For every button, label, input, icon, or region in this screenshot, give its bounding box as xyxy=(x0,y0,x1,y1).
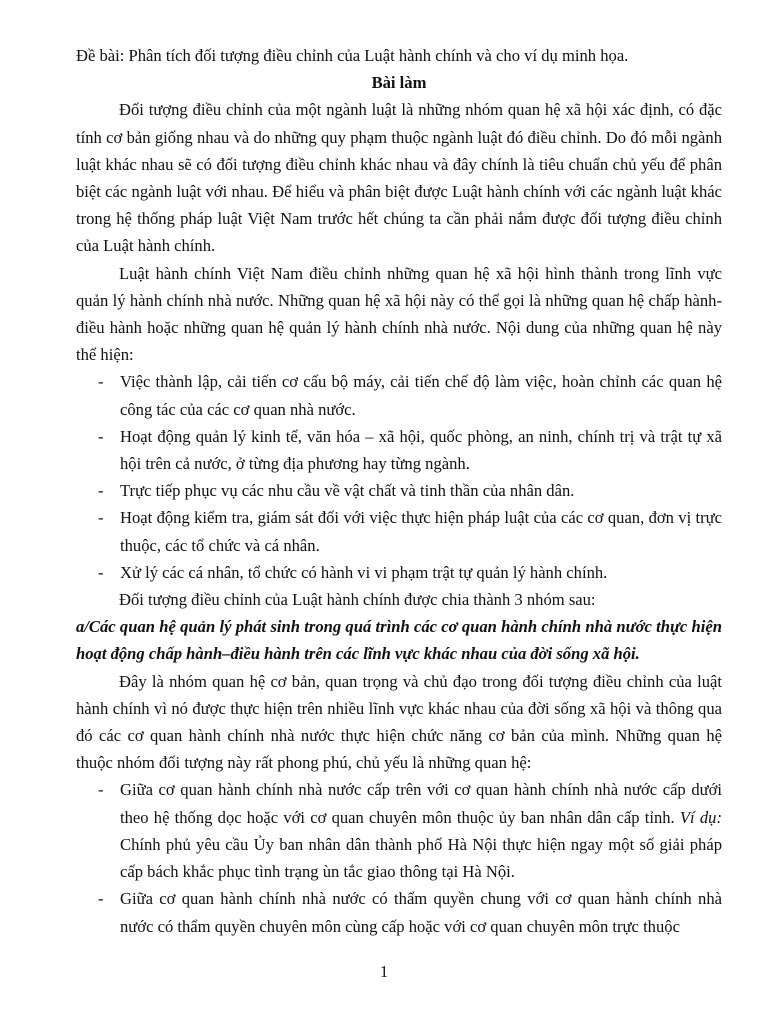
subheading-a: a/Các quan hệ quản lý phát sinh trong quá trình các cơ quan hành chính nhà nước thực hiện hoạt động chấp hành–điều hành trên các lĩnh vực khác nhau của đời sống xã hội. xyxy=(76,617,722,664)
section-heading: Bài làm xyxy=(371,73,427,93)
list-item: - Hoạt động kiểm tra, giám sát đối với việc thực hiện pháp luật của các cơ quan, đơn vị trực thuộc, các tổ chức và cá nhân. xyxy=(76,504,722,558)
assignment-title: Đề bài: Phân tích đối tượng điều chỉnh của Luật hành chính và cho ví dụ minh họa. xyxy=(76,46,629,65)
bullet-dash: - xyxy=(98,562,104,582)
page-number: 1 xyxy=(379,962,389,981)
bullet-dash: - xyxy=(98,889,104,909)
paragraph-groups: Đối tượng điều chỉnh của Luật hành chính được chia thành 3 nhóm sau: xyxy=(119,590,596,610)
list-item: - Giữa cơ quan hành chính nhà nước cấp trên với cơ quan hành chính nhà nước cấp dưới theo hệ thống dọc hoặc với cơ quan chuyên môn thuộc ủy ban nhân dân cấp tỉnh. Ví dụ: Chính phủ yêu cầu Ủy ban nhân dân thành phố Hà Nội thực hiện ngay một số giải pháp cấp bách khắc phục tình trạng ùn tắc giao thông tại Hà Nội. xyxy=(76,776,722,885)
document-body xyxy=(76,42,722,940)
paragraph-group-a: Đây là nhóm quan hệ cơ bản, quan trọng và chủ đạo trong đối tượng điều chỉnh của luật hành chính vì nó được thực hiện trên nhiều lĩnh vực khác nhau của đời sống xã hội và thông qua đó các cơ quan hành chính nhà nước thực hiện chức năng cơ bản của mình. Những quan hệ thuộc nhóm đối tượng này rất phong phú, chủ yếu là những quan hệ: xyxy=(76,671,722,773)
bullet-dash: - xyxy=(98,372,104,392)
example-label: Ví dụ: xyxy=(679,807,722,827)
list-item: - Trực tiếp phục vụ các nhu cầu về vật chất và tinh thần của nhân dân. xyxy=(76,477,722,504)
bullet-dash: - xyxy=(98,508,104,528)
relations-list xyxy=(76,776,722,939)
content-list xyxy=(76,368,722,586)
list-item: - Hoạt động quản lý kinh tế, văn hóa – xã hội, quốc phòng, an ninh, chính trị và trật tự xã hội trên cả nước, ở từng địa phương hay từng ngành. xyxy=(76,423,722,477)
paragraph-scope: Luật hành chính Việt Nam điều chỉnh những quan hệ xã hội hình thành trong lĩnh vực quản lý hành chính nhà nước. Những quan hệ xã hội này có thể gọi là những quan hệ chấp hành-điều hành hoặc những quan hệ quản lý hành chính nhà nước. Nội dung của những quan hệ này thể hiện: xyxy=(76,263,722,365)
bullet-dash: - xyxy=(98,481,104,501)
list-item: - Giữa cơ quan hành chính nhà nước có thẩm quyền chung với cơ quan hành chính nhà nước có thẩm quyền chuyên môn cùng cấp hoặc với cơ quan chuyên môn trực thuộc xyxy=(76,885,722,939)
list-item: - Xử lý các cá nhân, tổ chức có hành vi vi phạm trật tự quản lý hành chính. xyxy=(76,559,722,586)
bullet-dash: - xyxy=(98,780,104,800)
list-item: - Việc thành lập, cải tiến cơ cấu bộ máy, cải tiến chế độ làm việc, hoàn chỉnh các quan hệ công tác của các cơ quan nhà nước. xyxy=(76,368,722,422)
bullet-dash: - xyxy=(98,426,104,446)
paragraph-intro: Đối tượng điều chỉnh của một ngành luật là những nhóm quan hệ xã hội xác định, có đặc tính cơ bản giống nhau và do những quy phạm thuộc ngành luật đó điều chỉnh. Do đó mỗi ngành luật khác nhau sẽ có đối tượng điều chỉnh khác nhau và đây chính là tiêu chuẩn chủ yếu để phân biệt các ngành luật với nhau. Để hiểu và phân biệt được Luật hành chính với các ngành luật khác trong hệ thống pháp luật Việt Nam trước hết chúng ta cần phải nắm được đối tượng điều chỉnh của Luật hành chính. xyxy=(76,100,722,256)
